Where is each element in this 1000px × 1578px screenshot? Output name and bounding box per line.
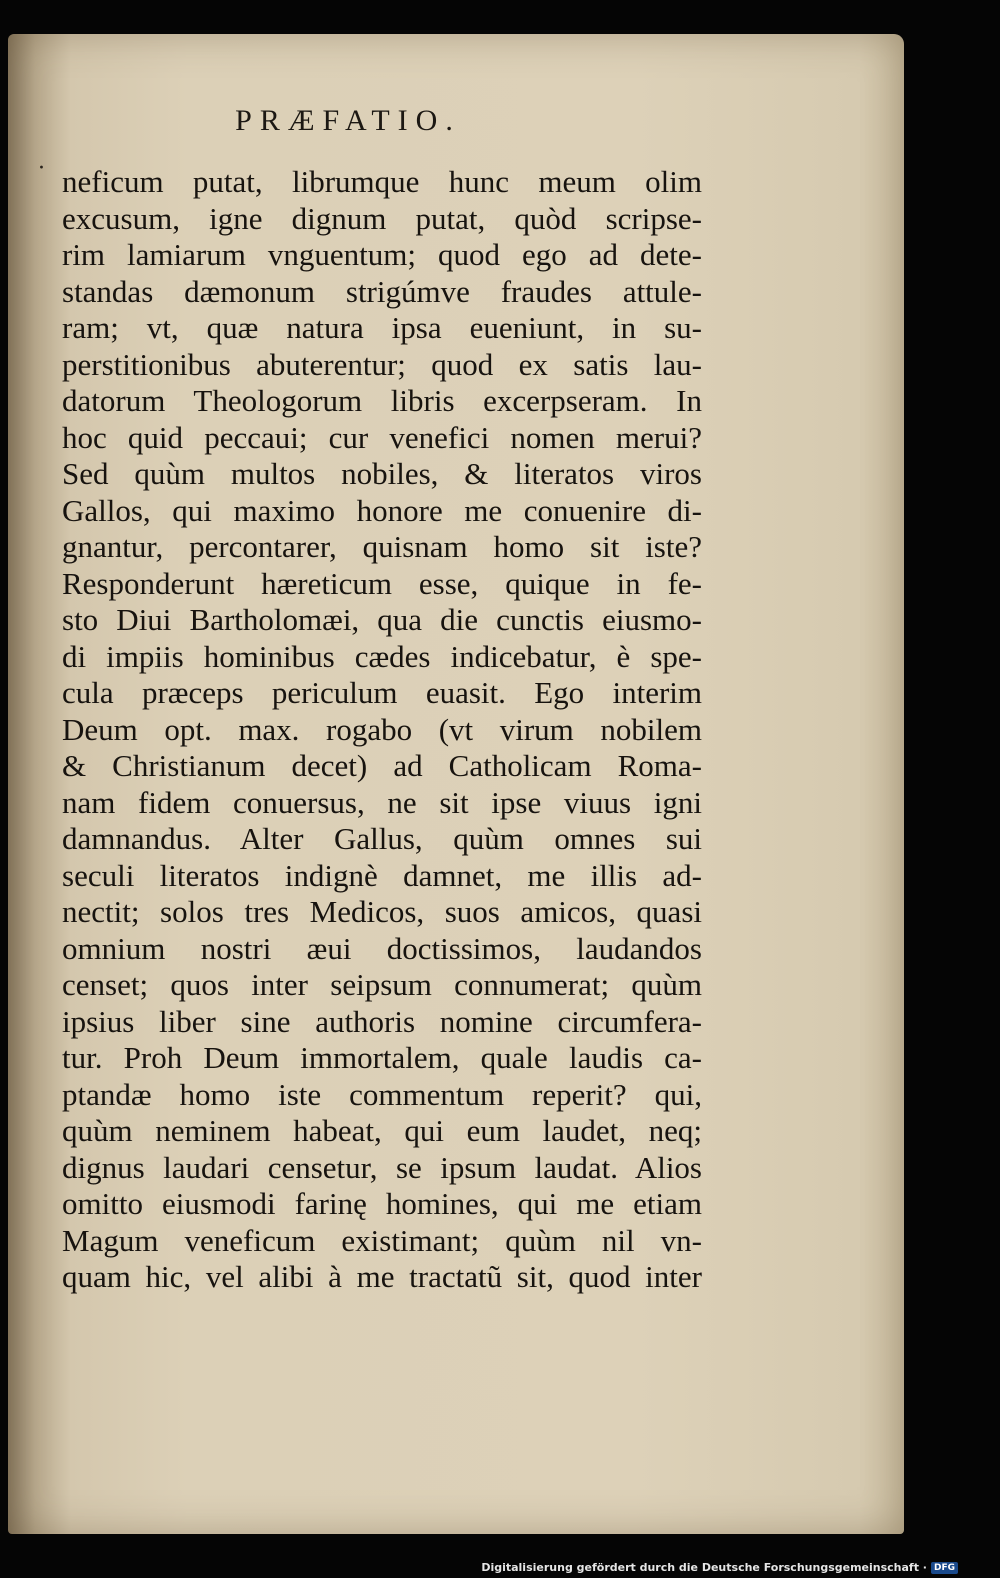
- digitization-credit: [481, 1561, 958, 1574]
- running-header: PRÆFATIO.: [235, 104, 461, 137]
- body-text: [62, 164, 702, 1296]
- credit-text: Digitalisierung gefördert durch die Deutsche Forschungsgemeinschaft ·: [481, 1561, 927, 1574]
- text-line: tur. Proh Deum immortalem, quale laudis ca-: [62, 1040, 702, 1075]
- text-line: hoc quid peccaui; cur venefici nomen merui?: [62, 419, 702, 455]
- text-line: nam fidem conuersus, ne sit ipse viuus igni: [62, 784, 702, 820]
- text-line: di impiis hominibus cædes indicebatur, è spe-: [62, 638, 702, 674]
- text-line: nectit; solos tres Medicos, suos amicos, quasi: [62, 894, 702, 929]
- dfg-logo: DFG: [931, 1562, 958, 1574]
- text-line: gnantur, percontarer, quisnam homo sit iste?: [62, 529, 702, 564]
- text-line: neficum putat, librumque hunc meum olim: [62, 164, 702, 199]
- text-line: quùm neminem habeat, qui eum laudet, neq;: [62, 1113, 702, 1148]
- text-line: datorum Theologorum libris excerpseram. In: [62, 383, 702, 418]
- text-line: Sed quùm multos nobiles, & literatos viros: [62, 456, 702, 491]
- text-line: Deum opt. max. rogabo (vt virum nobilem: [62, 711, 702, 747]
- text-line: Gallos, qui maximo honore me conuenire di-: [62, 492, 702, 528]
- text-line: cula præceps periculum euasit. Ego interim: [62, 675, 702, 710]
- text-line: perstitionibus abuterentur; quod ex satis lau-: [62, 346, 702, 382]
- text-line: excusum, igne dignum putat, quòd scripse-: [62, 200, 702, 236]
- text-line: censet; quos inter seipsum connumerat; quùm: [62, 967, 702, 1002]
- text-line: rim lamiarum vnguentum; quod ego ad dete-: [62, 237, 702, 272]
- text-line: Magum veneficum existimant; quùm nil vn-: [62, 1222, 702, 1258]
- text-line: omitto eiusmodi farinę homines, qui me etiam: [62, 1186, 702, 1221]
- text-line: sto Diui Bartholomæi, qua die cunctis eiusmo-: [62, 602, 702, 637]
- text-line: ipsius liber sine authoris nomine circumfera-: [62, 1003, 702, 1039]
- text-line: damnandus. Alter Gallus, quùm omnes sui: [62, 821, 702, 856]
- text-line: dignus laudari censetur, se ipsum laudat. Alios: [62, 1149, 702, 1185]
- text-line: seculi literatos indignè damnet, me illis ad-: [62, 857, 702, 893]
- text-line: standas dæmonum strigúmve fraudes attule-: [62, 273, 702, 309]
- text-line: ptandæ homo iste commentum reperit? qui,: [62, 1076, 702, 1112]
- book-page: [8, 34, 904, 1534]
- text-line: & Christianum decet) ad Catholicam Roma-: [62, 748, 702, 783]
- text-line: quam hic, vel alibi à me tractatũ sit, quod inter: [62, 1259, 702, 1294]
- marginal-mark: ·: [38, 156, 45, 181]
- text-line: Responderunt hæreticum esse, quique in fe-: [62, 565, 702, 601]
- text-line: ram; vt, quæ natura ipsa eueniunt, in su-: [62, 310, 702, 345]
- text-line: omnium nostri æui doctissimos, laudandos: [62, 930, 702, 966]
